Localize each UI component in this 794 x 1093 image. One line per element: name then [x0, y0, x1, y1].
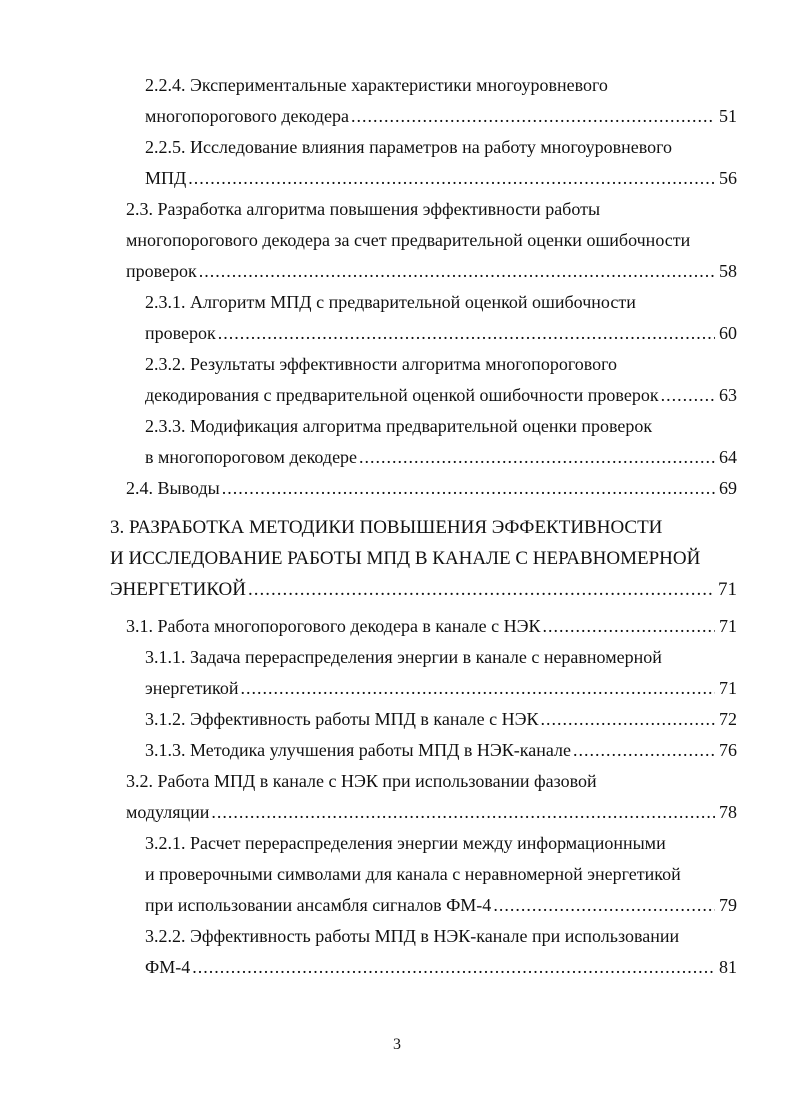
toc-entry-title: 2.3.2. Результаты эффективности алгоритма многопорогового — [145, 354, 618, 374]
dot-leader — [493, 890, 715, 921]
dot-leader — [351, 101, 715, 132]
toc-page-number: 79 — [719, 895, 737, 915]
dot-leader — [199, 256, 715, 287]
dot-leader — [573, 735, 715, 766]
toc-entry-title-cont: в многопороговом декодере — [145, 447, 358, 467]
toc-entry-2-3-1[interactable] — [145, 287, 737, 349]
toc-entry-title: 2.2.5. Исследование влияния параметров на работу многоуровневого — [145, 137, 673, 157]
dot-leader — [218, 318, 715, 349]
dot-leader — [359, 442, 715, 473]
toc-entry-title-cont: многопорогового декодера за счет предварительной оценки ошибочности — [126, 230, 691, 250]
toc-entry-title-cont: декодирования с предварительной оценкой ошибочности проверок — [145, 385, 659, 405]
toc-entry-title-cont: модуляции — [126, 802, 210, 822]
toc-chapter-title-cont: И ИССЛЕДОВАНИЕ РАБОТЫ МПД В КАНАЛЕ С НЕРАВНОМЕРНОЙ — [110, 548, 701, 569]
toc-entry-title: 3.1.3. Методика улучшения работы МПД в НЭК-канале — [145, 740, 572, 760]
toc-page-number: 76 — [719, 740, 737, 760]
toc-entry-title: 2.3.1. Алгоритм МПД с предварительной оценкой ошибочности — [145, 292, 636, 312]
dot-leader — [188, 163, 715, 194]
toc-entry-title: 3.2.1. Расчет перераспределения энергии между информационными — [145, 833, 666, 853]
toc-page-number: 64 — [719, 447, 737, 467]
toc-page-number: 60 — [719, 323, 737, 343]
toc-entry-3-1-3[interactable] — [145, 735, 737, 766]
table-of-contents — [0, 70, 794, 983]
toc-page-number: 56 — [719, 168, 737, 188]
page-number-footer: 3 — [393, 1036, 401, 1053]
toc-page-number: 71 — [718, 579, 737, 600]
toc-entry-2-4[interactable] — [126, 473, 737, 504]
toc-entry-title: 3.2.2. Эффективность работы МПД в НЭК-канале при использовании — [145, 926, 680, 946]
toc-entry-title-cont: при использовании ансамбля сигналов ФМ-4 — [145, 895, 492, 915]
toc-entry-title-cont: МПД — [145, 168, 187, 188]
dot-leader — [192, 952, 715, 983]
toc-entry-title: 3.1.1. Задача перераспределения энергии в канале с неравномерной — [145, 647, 662, 667]
dot-leader — [248, 574, 715, 605]
toc-entry-3-2-1[interactable] — [145, 828, 737, 921]
toc-entry-2-3-3[interactable] — [145, 411, 737, 473]
dot-leader — [240, 673, 715, 704]
dot-leader — [541, 704, 716, 735]
toc-entry-title: 3.1. Работа многопорогового декодера в канале с НЭК — [126, 616, 541, 636]
toc-chapter-title: 3. РАЗРАБОТКА МЕТОДИКИ ПОВЫШЕНИЯ ЭФФЕКТИВНОСТИ — [110, 517, 663, 538]
toc-entry-title-cont: многопорогового декодера — [145, 106, 349, 126]
toc-entry-3-2[interactable] — [126, 766, 737, 828]
toc-page-number: 71 — [719, 678, 737, 698]
toc-entry-title: 2.4. Выводы — [126, 478, 220, 498]
toc-chapter-title-cont: ЭНЕРГЕТИКОЙ — [110, 579, 246, 600]
toc-entry-title-cont: ФМ-4 — [145, 957, 191, 977]
toc-entry-2-2-4[interactable] — [145, 70, 737, 132]
toc-page-number: 63 — [719, 385, 737, 405]
toc-entry-title-cont: проверок — [126, 261, 197, 281]
toc-entry-title: 3.2. Работа МПД в канале с НЭК при использовании фазовой — [126, 771, 597, 791]
dot-leader — [661, 380, 715, 411]
toc-entry-title-cont: и проверочными символами для канала с неравномерной энергетикой — [145, 864, 681, 884]
toc-entry-title-cont: проверок — [145, 323, 216, 343]
toc-entry-title: 2.2.4. Экспериментальные характеристики многоуровневого — [145, 75, 608, 95]
toc-page-number: 71 — [719, 616, 737, 636]
toc-page-number: 81 — [719, 957, 737, 977]
dot-leader — [543, 611, 715, 642]
toc-entry-3-1[interactable] — [126, 611, 737, 642]
toc-chapter-3[interactable] — [110, 512, 737, 605]
dot-leader — [211, 797, 715, 828]
toc-page-number: 78 — [719, 802, 737, 822]
toc-entry-2-3[interactable] — [126, 194, 737, 287]
toc-entry-3-1-2[interactable] — [145, 704, 737, 735]
toc-page-number: 69 — [719, 478, 737, 498]
toc-entry-title: 2.3.3. Модификация алгоритма предварительной оценки проверок — [145, 416, 653, 436]
toc-page-number: 72 — [719, 709, 737, 729]
toc-entry-title-cont: энергетикой — [145, 678, 239, 698]
toc-entry-title: 2.3. Разработка алгоритма повышения эффективности работы — [126, 199, 601, 219]
toc-page-number: 58 — [719, 261, 737, 281]
toc-entry-3-1-1[interactable] — [145, 642, 737, 704]
toc-entry-title: 3.1.2. Эффективность работы МПД в канале с НЭК — [145, 709, 539, 729]
toc-entry-2-3-2[interactable] — [145, 349, 737, 411]
toc-entry-2-2-5[interactable] — [145, 132, 737, 194]
toc-page-number: 51 — [719, 106, 737, 126]
dot-leader — [222, 473, 715, 504]
toc-entry-3-2-2[interactable] — [145, 921, 737, 983]
